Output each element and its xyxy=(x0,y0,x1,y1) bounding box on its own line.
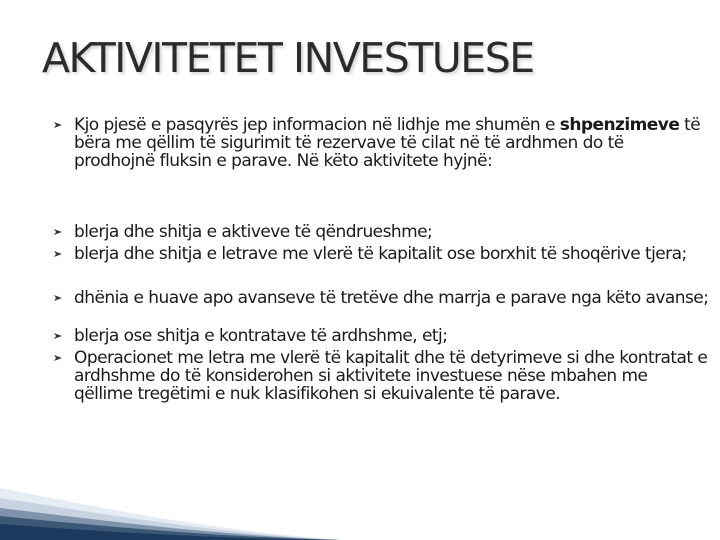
arrow-bullet-icon xyxy=(54,229,62,235)
intro-text-before: Kjo pjesë e pasqyrës jep informacion në lidhje me shumën e xyxy=(74,115,560,135)
arrow-bullet-icon xyxy=(54,355,62,361)
slide-title: AKTIVITETET INVESTUESE xyxy=(42,34,534,82)
arrow-bullet-icon xyxy=(54,122,62,128)
intro-bold-term: shpenzimeve xyxy=(559,115,680,135)
list-item: blerja dhe shitja e letrave me vlerë të kapitalit ose borxhit të shoqërive tjera; xyxy=(74,244,687,264)
decorative-ribbon xyxy=(0,450,340,540)
list-item: blerja ose shitja e kontratave të ardhshme, etj; xyxy=(74,326,448,346)
intro-text-after: të bëra me qëllim të sigurimit të rezervave të cilat në të ardhmen do të prodhojnë fluksin e parave. Në këto aktivitete hyjnë: xyxy=(74,115,701,171)
list-item: blerja dhe shitja e aktiveve të qëndrueshme; xyxy=(74,222,433,242)
arrow-bullet-icon xyxy=(54,333,62,339)
intro-paragraph xyxy=(74,116,709,170)
arrow-bullet-icon xyxy=(54,295,62,301)
list-item: Operacionet me letra me vlerë të kapitalit dhe të detyrimeve si dhe kontratat e ardhshme do të konsiderohen si aktivitete investuese nëse mbahen me qëllime tregëtimi e nuk klasifikohen si ekuivalente të parave. xyxy=(74,348,708,404)
arrow-bullet-icon xyxy=(54,251,62,257)
list-item: dhënia e huave apo avanseve të tretëve dhe marrja e parave nga këto avanse; xyxy=(74,288,709,308)
